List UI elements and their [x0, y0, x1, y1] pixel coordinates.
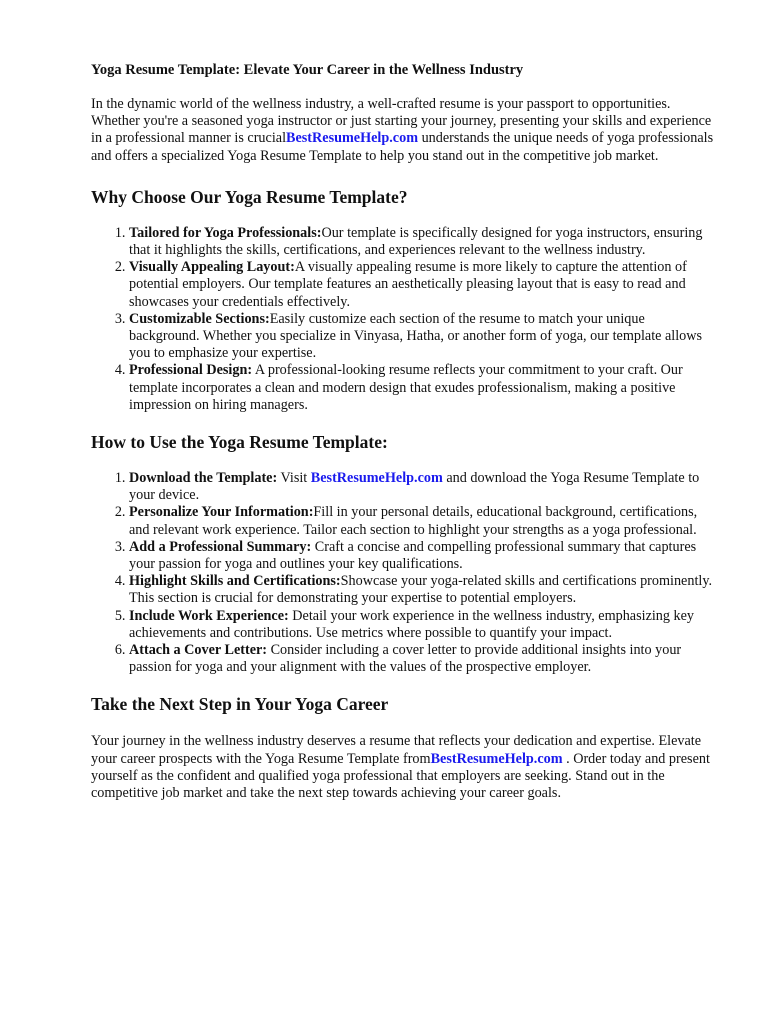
- item-label: Attach a Cover Letter:: [129, 642, 268, 659]
- item-text-cont: and download the Yoga Resume Template to your device.: [129, 470, 700, 504]
- next-heading: Take the Next Step in Your Yoga Career: [91, 694, 389, 715]
- item-text: Fill in your personal details, educational background, certifications, and relevant work experience. Tailor each section to highlight your strengths as a yoga professional.: [129, 504, 698, 538]
- list-item: [129, 362, 714, 414]
- item-text: Craft a concise and compelling professional summary that captures your passion for yoga and outlines your key qualifications.: [129, 538, 697, 573]
- intro-text: In the dynamic world of the wellness industry, a well-crafted resume is your passport to opportunities. Whether you're a seasoned yoga instructor or just starting your journey, presenting your skills and experience in a professional manner is crucial: [91, 96, 712, 147]
- item-label: Highlight Skills and Certifications:: [129, 573, 341, 590]
- item-label: Personalize Your Information:: [129, 504, 314, 521]
- item-label: Download the Template:: [129, 470, 278, 487]
- list-item: [129, 608, 714, 642]
- intro-link[interactable]: BestResumeHelp.com: [286, 130, 419, 147]
- item-label: Include Work Experience:: [129, 607, 289, 624]
- list-item: [129, 225, 714, 259]
- item-text: Showcase your yoga-related skills and certifications prominently. This section is crucial for demonstrating your expertise to potential employers.: [129, 573, 713, 607]
- intro-text-cont: understands the unique needs of yoga professionals and offers a specialized Yoga Resume Template to help you stand out in the competitive job market.: [91, 130, 714, 164]
- how-heading: How to Use the Yoga Resume Template:: [91, 432, 388, 453]
- item-text: Detail your work experience in the wellness industry, emphasizing key achievements and contributions. Use metrics where possible to quantify your impact.: [129, 607, 695, 641]
- list-item: [129, 259, 714, 311]
- closing-text: Your journey in the wellness industry deserves a resume that reflects your dedication and expertise. Elevate your career prospects with the Yoga Resume Template from: [91, 733, 702, 767]
- item-text: Our template is specifically designed for yoga instructors, ensuring that it highlights the skills, certifications, and experiences relevant to the wellness industry.: [129, 224, 703, 259]
- item-text: Easily customize each section of the resume to match your unique background. Whether you specialize in Vinyasa, Hatha, or another form of yoga, our template allows you to emphasize your expertise.: [129, 310, 703, 362]
- how-list: [91, 470, 714, 676]
- item-text: A visually appealing resume is more likely to capture the attention of potential employers. Our template features an aesthetically pleasing layout that is easy to read and showcases your credentials effectively.: [129, 259, 687, 310]
- why-list: [91, 225, 714, 414]
- intro-paragraph: [91, 96, 714, 165]
- list-item: [129, 573, 714, 607]
- why-heading: Why Choose Our Yoga Resume Template?: [91, 186, 408, 207]
- list-item: [129, 642, 714, 676]
- item-label: Customizable Sections:: [129, 310, 270, 327]
- list-item: [129, 504, 714, 538]
- download-link[interactable]: BestResumeHelp.com: [310, 470, 443, 487]
- closing-link[interactable]: BestResumeHelp.com: [430, 750, 563, 767]
- closing-paragraph: [91, 733, 714, 802]
- list-item: [129, 311, 714, 363]
- item-text: A professional-looking resume reflects your commitment to your craft. Our template incorporates a clean and modern design that exudes professionalism, making a positive impression on hiring managers.: [129, 362, 683, 413]
- list-item: [129, 539, 714, 573]
- item-label: Add a Professional Summary:: [129, 538, 312, 555]
- document-title: Yoga Resume Template: Elevate Your Career in the Wellness Industry: [91, 62, 524, 78]
- list-item: [129, 470, 714, 504]
- item-label: Tailored for Yoga Professionals:: [129, 224, 322, 241]
- item-label: Professional Design:: [129, 362, 253, 379]
- item-label: Visually Appealing Layout:: [129, 259, 295, 276]
- item-text: Visit: [277, 470, 311, 487]
- closing-text-cont: . Order today and present yourself as the confident and qualified yoga professional that employers are seeking. Stand out in the competitive job market and take the next step towards achieving your career goals.: [91, 750, 710, 802]
- item-text: Consider including a cover letter to provide additional insights into your passion for yoga and your alignment with the values of the prospective employer.: [129, 642, 682, 676]
